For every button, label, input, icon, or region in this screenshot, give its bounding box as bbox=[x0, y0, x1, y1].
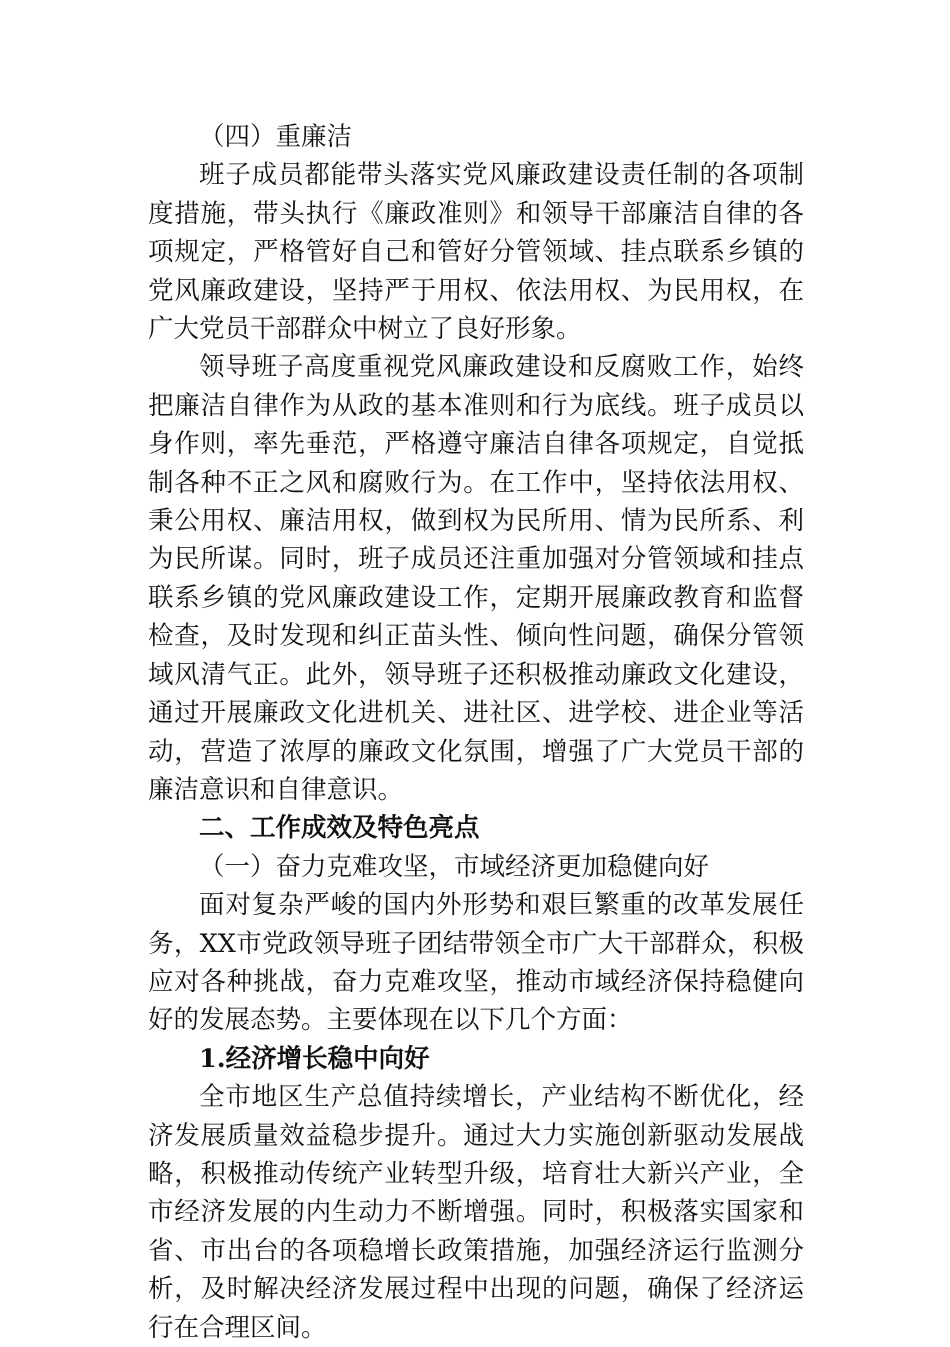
item-one-heading: 1.经济增长稳中向好 bbox=[199, 1043, 430, 1074]
document-page bbox=[148, 118, 804, 1347]
section-two-heading: 二、工作成效及特色亮点 bbox=[199, 813, 480, 844]
section-four-heading: （四）重廉洁 bbox=[199, 122, 353, 152]
paragraph-economic-growth: 全市地区生产总值持续增长，产业结构不断优化，经济发展质量效益稳步提升。通过大力实施创新驱动发展战略，积极推动传统产业转型升级，培育壮大新兴产业，全市经济发展的内生动力不断增强。同时，积极落实国家和省、市出台的各项稳增长政策措施，加强经济运行监测分析，及时解决经济发展过程中出现的问题，确保了经济运行在合理区间。 bbox=[148, 1082, 804, 1343]
subsection-one-heading: （一）奋力克难攻坚，市域经济更加稳健向好 bbox=[199, 851, 710, 882]
paragraph-anti-corruption: 领导班子高度重视党风廉政建设和反腐败工作，始终把廉洁自律作为从政的基本准则和行为底线。班子成员以身作则，率先垂范，严格遵守廉洁自律各项规定，自觉抵制各种不正之风和腐败行为。在工作中，坚持依法用权、秉公用权、廉洁用权，做到权为民所用、情为民所系、利为民所谋。同时，班子成员还注重加强对分管领域和挂点联系乡镇的党风廉政建设工作，定期开展廉政教育和监督检查，及时发现和纠正苗头性、倾向性问题，确保分管领域风清气正。此外，领导班子还积极推动廉政文化建设，通过开展廉政文化进机关、进社区、进学校、进企业等活动，营造了浓厚的廉政文化氛围，增强了广大党员干部的廉洁意识和自律意识。 bbox=[148, 352, 804, 805]
paragraph-economic-overview: 面对复杂严峻的国内外形势和艰巨繁重的改革发展任务，XX市党政领导班子团结带领全市广大干部群众，积极应对各种挑战，奋力克难攻坚，推动市域经济保持稳健向好的发展态势。主要体现在以下几个方面： bbox=[148, 890, 804, 1036]
paragraph-integrity-responsibility: 班子成员都能带头落实党风廉政建设责任制的各项制度措施，带头执行《廉政准则》和领导干部廉洁自律的各项规定，严格管好自己和管好分管领域、挂点联系乡镇的党风廉政建设，坚持严于用权、依法用权、为民用权，在广大党员干部群众中树立了良好形象。 bbox=[148, 160, 804, 345]
